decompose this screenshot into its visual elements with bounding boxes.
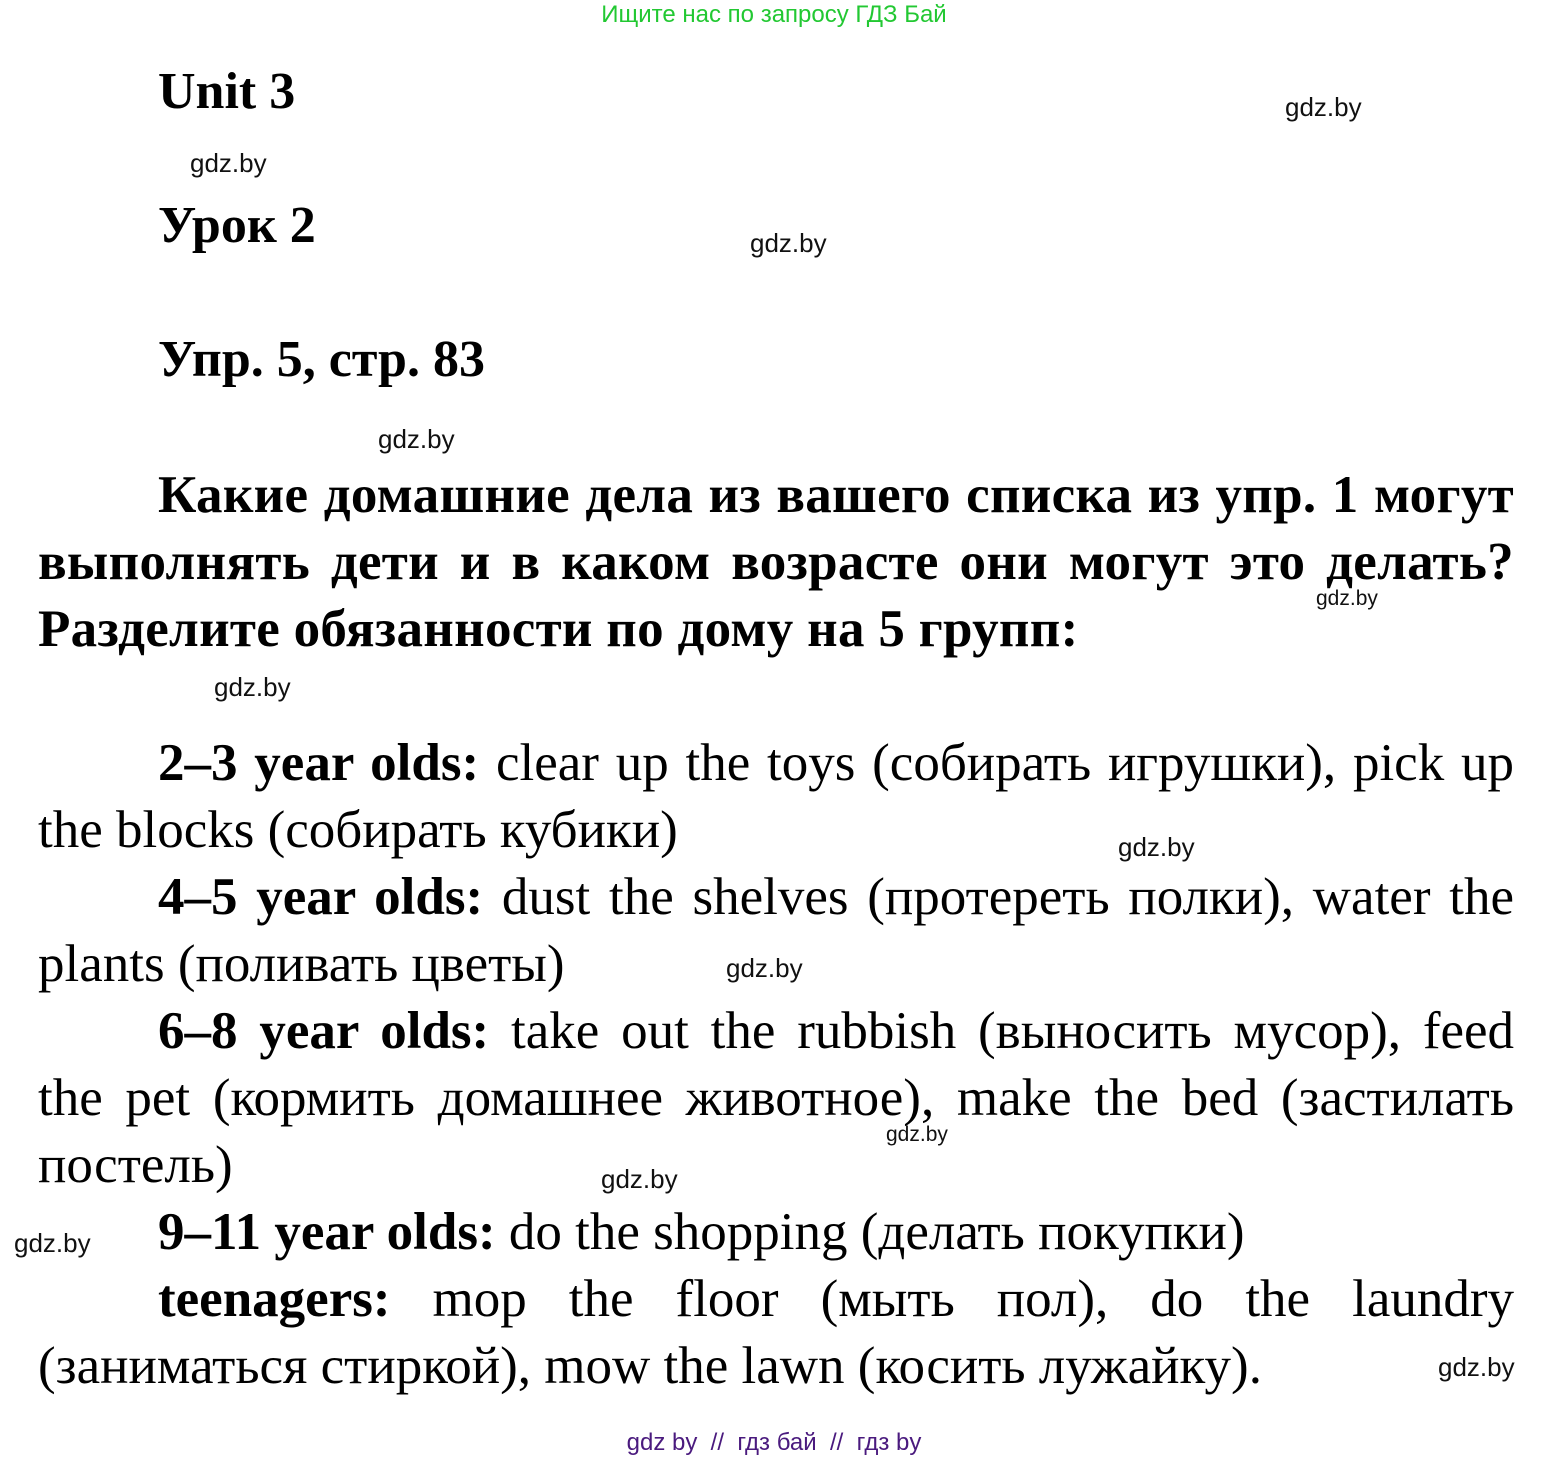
watermark: gdz.by — [886, 1123, 948, 1146]
task-instructions — [38, 462, 1514, 663]
search-banner: Ищите нас по запросу ГДЗ Бай — [601, 1, 947, 28]
watermark: gdz.by — [1285, 92, 1362, 122]
group-label: 2–3 year olds: — [158, 734, 480, 792]
watermark: gdz.by — [14, 1228, 91, 1258]
group-teenagers — [38, 1266, 1514, 1400]
group-label: teenagers: — [158, 1270, 391, 1328]
group-9-11 — [38, 1199, 1514, 1266]
exercise-heading: Упр. 5, стр. 83 — [158, 331, 485, 388]
footer-links: gdz by // гдз бай // гдз by — [626, 1429, 922, 1456]
lesson-heading: Урок 2 — [158, 197, 316, 254]
watermark: gdz.by — [726, 953, 803, 983]
watermark: gdz.by — [214, 672, 291, 702]
group-label: 4–5 year olds: — [158, 868, 484, 926]
watermark: gdz.by — [750, 228, 827, 258]
group-label: 6–8 year olds: — [158, 1002, 490, 1060]
watermark: gdz.by — [190, 148, 267, 178]
unit-heading: Unit 3 — [158, 63, 296, 120]
group-text: do the shopping (делать покупки) — [508, 1203, 1245, 1261]
task-text: Какие домашние дела из вашего списка из упр. 1 могут выполнять дети и в каком возрасте они могут это делать? Разделите обязанности по дому на 5 групп: — [38, 466, 1514, 658]
group-text: mop the floor (мыть пол), do the laundry (заниматься стиркой), mow the lawn (косить лужайку). — [38, 1270, 1514, 1395]
group-text: clear up the toys (собирать игрушки), pick up the blocks (собирать кубики) — [38, 734, 1514, 859]
watermark: gdz.by — [601, 1164, 678, 1194]
watermark: gdz.by — [1316, 587, 1378, 610]
watermark: gdz.by — [1118, 832, 1195, 862]
group-6-8 — [38, 998, 1514, 1199]
group-label: 9–11 year olds: — [158, 1203, 496, 1261]
group-text: dust the shelves (протереть полки), water the plants (поливать цветы) — [38, 868, 1514, 993]
group-2-3 — [38, 730, 1514, 864]
watermark: gdz.by — [378, 424, 455, 454]
watermark: gdz.by — [1438, 1352, 1515, 1382]
group-text: take out the rubbish (выносить мусор), feed the pet (кормить домашнее животное), make the bed (застилать постель) — [38, 1002, 1515, 1194]
